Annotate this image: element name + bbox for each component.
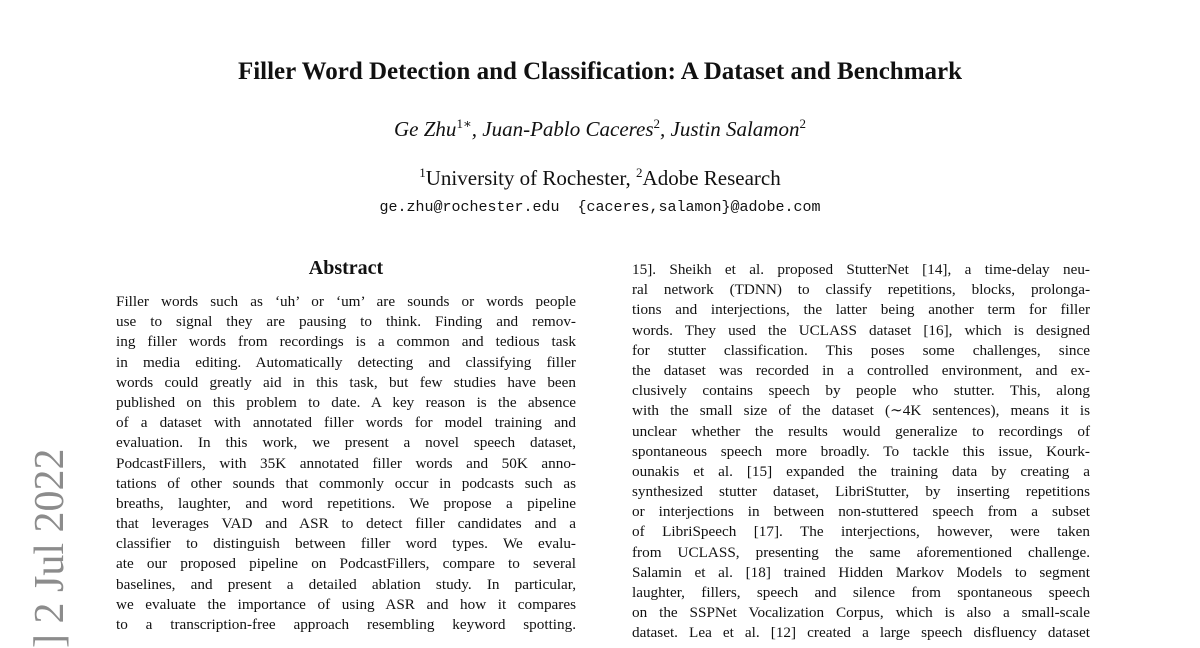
text-line: the dataset was recorded in a controlled environment, and ex- (632, 361, 1090, 379)
text-line: of LibriSpeech [17]. The interjections, however, were taken (632, 523, 1090, 541)
text-line: classifier to distinguish between filler word types. We evalu- (116, 535, 576, 553)
text-line: or interjections in between non-stuttered speech from a subset (632, 503, 1090, 521)
text-line: on the SSPNet Vocalization Corpus, which is also a small-scale (632, 604, 1090, 622)
text-line: 15]. Sheikh et al. proposed StutterNet [14], a time-delay neu- (632, 261, 1090, 278)
text-line: use to signal they are pausing to think. Finding and remov- (116, 313, 576, 331)
text-line: spontaneous speech more broadly. To tackle this issue, Kourk- (632, 442, 1090, 460)
author-emails: ge.zhu@rochester.edu {caceres,salamon}@adobe.com (379, 199, 821, 216)
text-line: in media editing. Automatically detecting and classifying filler (116, 353, 576, 371)
text-line: breaths, laughter, and word repetitions. We propose a pipeline (116, 494, 576, 512)
text-line: evaluation. In this work, we present a novel speech dataset, (116, 434, 576, 452)
author-affiliation-mark: 1∗ (456, 116, 472, 131)
author-name: Ge Zhu (394, 117, 457, 141)
affiliation-name: Adobe Research (642, 166, 781, 190)
text-line: ing filler words from recordings is a common and tedious task (116, 333, 576, 351)
text-line: for stutter classification. This poses some challenges, since (632, 341, 1090, 359)
text-line: synthesized stutter dataset, LibriStutter, by inserting repetitions (632, 483, 1090, 501)
text-line: published on this problem to date. A key reason is the absence (116, 393, 576, 411)
text-line: baselines, and present a detailed ablation study. In particular, (116, 575, 576, 593)
text-line: with the small size of the dataset (∼4K sentences), means it is (632, 402, 1090, 420)
abstract-heading: Abstract (308, 257, 384, 279)
text-line: Filler words such as ‘uh’ or ‘um’ are sounds or words people (116, 293, 576, 310)
paper-title: Filler Word Detection and Classification: A Dataset and Benchmark (237, 58, 963, 85)
text-line: of a dataset with annotated filler words for model training and (116, 414, 576, 432)
arxiv-side-stamp: ] 2 Jul 2022 (27, 448, 73, 648)
text-line: PodcastFillers, with 35K annotated filler words and 50K anno- (116, 454, 576, 472)
author-affiliation-mark: 2 (653, 116, 661, 131)
text-line: to a transcription-free approach resembling keyword spotting. (116, 616, 576, 633)
text-line: Salamin et al. [18] trained Hidden Markov Models to segment (632, 563, 1090, 581)
affiliation-mark: 2 (636, 165, 643, 180)
text-line: ate our proposed pipeline on PodcastFillers, compare to several (116, 555, 576, 573)
right-column-body (632, 260, 1090, 644)
text-line: unclear whether the results would generalize to recordings of (632, 422, 1090, 440)
affiliation-separator: , (625, 166, 637, 190)
text-line: clusively contains speech by people who stutter. This, along (632, 382, 1090, 400)
text-line: words. They used the UCLASS dataset [16], which is designed (632, 321, 1090, 339)
abstract-body (116, 292, 576, 635)
author-name: Juan-Pablo Caceres (482, 117, 654, 141)
affiliation-name: University of Rochester (425, 166, 626, 190)
text-line: dataset. Lea et al. [12] created a large speech disfluency dataset (632, 624, 1090, 642)
text-line: we evaluate the importance of using ASR and how it compares (116, 595, 576, 613)
text-line: tations of other sounds that commonly occur in podcasts such as (116, 474, 576, 492)
text-line: from UCLASS, presenting the same aforementioned challenge. (632, 543, 1090, 561)
text-line: tions and interjections, the latter being another term for filler (632, 301, 1090, 319)
text-line: laughter, fillers, speech and silence from spontaneous speech (632, 584, 1090, 601)
author-separator: , (471, 117, 483, 141)
affiliation-list (0, 163, 1200, 193)
text-line: that leverages VAD and ASR to detect filler candidates and a (116, 515, 576, 533)
affiliation-mark: 1 (419, 165, 426, 180)
text-line: words could greatly aid in this task, but few studies have been (116, 373, 576, 391)
text-line: ounakis et al. [15] expanded the training data by creating a (632, 462, 1090, 480)
author-affiliation-mark: 2 (799, 116, 806, 131)
author-list (0, 114, 1200, 144)
text-line: ral network (TDNN) to classify repetitions, blocks, prolonga- (632, 281, 1090, 299)
author-separator: , (660, 117, 671, 141)
author-name: Justin Salamon (670, 117, 800, 141)
